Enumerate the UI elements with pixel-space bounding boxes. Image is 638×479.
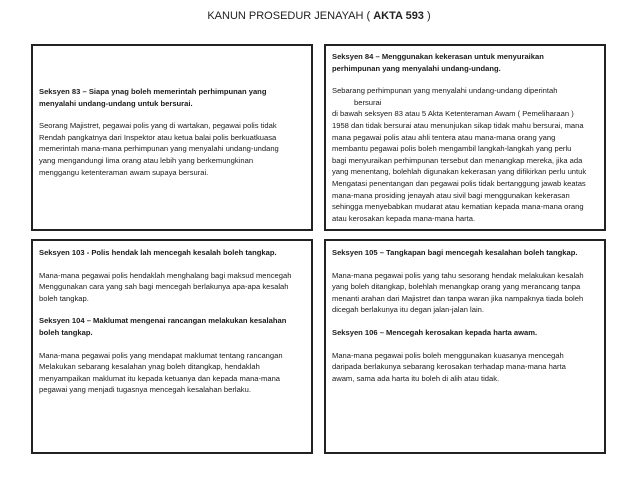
box1-line: Seorang Majistret, pegawai polis yang di wartakan, pegawai polis tidak <box>39 121 277 131</box>
document-title <box>0 10 638 22</box>
section-84-heading-line1: Seksyen 84 – Menggunakan kekerasan untuk menyuraikan <box>332 52 544 61</box>
section-83-box <box>31 44 313 231</box>
title-act: AKTA 593 <box>373 10 424 22</box>
box2-line: sehingga menyebabkan mudarat atau kematian kepada mana-mana orang <box>332 202 584 212</box>
section-104-heading-line1: Seksyen 104 – Maklumat mengenai rancangan melakukan kesalahan <box>39 316 287 326</box>
section-105-heading: Seksyen 105 – Tangkapan bagi mencegah kesalahan boleh tangkap. <box>332 248 578 257</box>
box3-line: Melakukan sebarang kesalahan ynag boleh ditangkap, hendaklah <box>39 362 260 372</box>
box4-line: Mana-mana pegawai polis boleh menggunakan kuasanya mencegah <box>332 350 564 360</box>
box3-line: boleh tangkap. <box>39 293 89 303</box>
section-84-heading-line2: perhimpunan yang menyalahi undang-undang. <box>332 63 501 73</box>
box4-line: daripada berlakunya sebarang kerosakan terhadap mana-mana harta <box>332 362 566 372</box>
title-close: ) <box>427 10 431 22</box>
box2-line: atau kerosakan kepada mana-mana harta. <box>332 213 476 223</box>
box3-line: Mana-mana pegawai polis hendaklah menghalang bagi maksud mencegah <box>39 270 292 280</box>
section-83-heading: Seksyen 83 – Siapa ynag boleh memerintah perhimpunan yang menyalahi undang-undang untuk bersurai. <box>39 87 267 108</box>
box2-line: di bawah seksyen 83 atau 5 Akta Ketenteraman Awam ( Pemeliharaan ) <box>332 109 574 119</box>
box1-line: memerintah mana-mana perhimpunan yang menyalahi undang-undang <box>39 144 279 154</box>
box2-indented: bersurai <box>354 97 382 107</box>
box4-line: yang boleh ditangkap, bolehlah menangkap orang yang merancang tanpa <box>332 282 581 292</box>
section-84-box <box>324 44 606 231</box>
box1-line: yang mengandungi lima orang atau lebih yang berkemungkinan <box>39 155 254 165</box>
box3-line: Mana-mana pegawai polis yang mendapat maklumat tentang rancangan <box>39 350 283 360</box>
box2-intro: Sebarang perhimpunan yang menyalahi undang-undang diperintah <box>332 86 558 96</box>
box3-line: menyampaikan maklumat itu kepada ketuanya dan kepada mana-mana <box>39 373 281 383</box>
box4-line: menanti arahan dari Majistret dan tanpa waran jika nampaknya tiada boleh <box>332 293 584 303</box>
section-103-heading: Seksyen 103 - Polis hendak lah mencegah kesalah boleh tangkap. <box>39 248 277 257</box>
section-105-106-box <box>324 239 606 454</box>
box4-line: dicegah berlakunya itu degan jalan-jalan lain. <box>332 305 484 315</box>
box1-line: menggangu ketenteraman awam supaya bersurai. <box>39 167 209 177</box>
box4-line: awam, sama ada harta itu boleh di alih atau tidak. <box>332 373 500 383</box>
box4-line: Mana-mana pegawai polis yang tahu sesorang hendak melakukan kesalah <box>332 270 584 280</box>
box2-line: mana-mana prosiding jenayah atau sivil bagi menggunakan kekerasan <box>332 190 570 200</box>
title-main: KANUN PROSEDUR JENAYAH ( <box>207 10 371 22</box>
box3-line: pegawai yang menjadi tugasnya mencegah kesalahan berlaku. <box>39 385 251 395</box>
box2-line: membantu pegawai polis boleh mengambil langkah-langkah yang perlu <box>332 144 572 154</box>
box1-line: Rendah pangkatnya dari Inspektor atau ketua balai polis berkuatkuasa <box>39 132 277 142</box>
section-104-heading-line2: boleh tangkap. <box>39 327 93 337</box>
section-106-heading: Seksyen 106 – Mencegah kerosakan kepada harta awam. <box>332 327 538 337</box>
box3-line: Menggunakan cara yang sah bagi mencegah berlakunya apa-apa kesalah <box>39 282 289 292</box>
box2-line: mana pegawai polis atau ahli tentera atau mana-mana orang yang <box>332 132 556 142</box>
box2-line: yang menentang, bolehlah digunakan kekerasan yang difikirkan perlu untuk <box>332 167 587 177</box>
section-103-104-box <box>31 239 313 454</box>
box2-line: bagi menyuraikan perhimpunan tersebut dan menangkap mereka, jika ada <box>332 155 583 165</box>
box2-line: Mengatasi penentangan dan pegawai polis tidak bertanggung jawab keatas <box>332 178 586 188</box>
box2-line: 1958 dan tidak bersurai atau menunjukan sikap tidak mahu bersurai, mana <box>332 120 584 130</box>
